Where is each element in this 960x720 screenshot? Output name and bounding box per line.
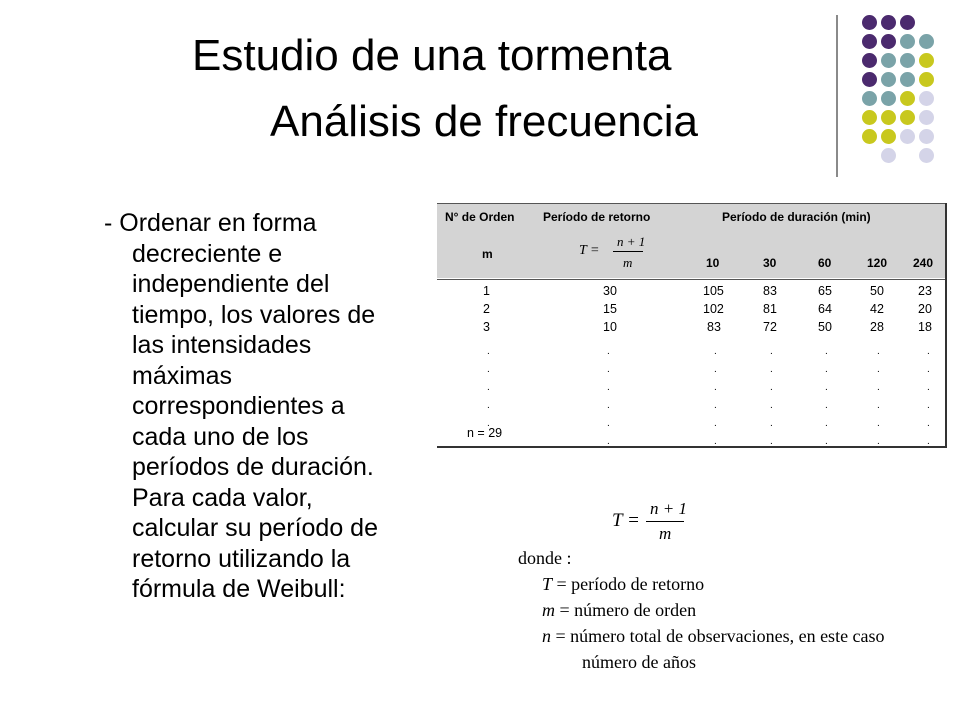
ellipsis-dot: . xyxy=(714,436,717,447)
body-line: - Ordenar en forma xyxy=(104,209,317,237)
ellipsis-dot: . xyxy=(607,346,610,357)
ellipsis-dot: . xyxy=(770,364,773,375)
body-line: cada uno de los xyxy=(132,422,309,451)
decorative-dot xyxy=(919,148,934,163)
ellipsis-dot: . xyxy=(927,364,930,375)
decorative-dot xyxy=(881,148,896,163)
ellipsis-dot: . xyxy=(714,364,717,375)
title-divider xyxy=(836,15,838,177)
duration-header: 60 xyxy=(818,256,832,270)
ellipsis-dot: . xyxy=(607,418,610,429)
table-cell: 20 xyxy=(918,302,932,316)
body-text xyxy=(104,208,474,605)
ellipsis-dot: . xyxy=(487,364,490,375)
slide-title-line-2: Análisis de frecuencia xyxy=(270,97,699,146)
table-formula-lhs: T = xyxy=(579,243,600,258)
definition-item xyxy=(542,571,704,597)
ellipsis-dot: . xyxy=(770,400,773,411)
body-line: períodos de duración. xyxy=(132,453,374,481)
duration-header: 30 xyxy=(763,256,777,270)
decorative-dot xyxy=(862,110,877,125)
decorative-dot xyxy=(900,110,915,125)
ellipsis-dot: . xyxy=(877,364,880,375)
table-last-row-label: n = 29 xyxy=(467,426,503,440)
decorative-dot xyxy=(919,129,934,144)
decorative-dot xyxy=(900,129,915,144)
table-cell: 65 xyxy=(818,284,832,298)
definition-item xyxy=(542,623,885,649)
table-cell: 81 xyxy=(763,302,777,316)
definition-var: n xyxy=(542,626,551,646)
ellipsis-dot: . xyxy=(487,418,490,429)
decorative-dot xyxy=(919,34,934,49)
decorative-dot xyxy=(900,53,915,68)
decorative-dot xyxy=(881,72,896,87)
ellipsis-dot: . xyxy=(877,418,880,429)
ellipsis-dot: . xyxy=(877,382,880,393)
decorative-dot xyxy=(919,53,934,68)
ellipsis-dot: . xyxy=(927,418,930,429)
table-cell: 83 xyxy=(763,284,777,298)
header-orden: N° de Orden xyxy=(445,210,515,224)
formula-denominator: m xyxy=(659,524,672,543)
ellipsis-dot: . xyxy=(714,400,717,411)
ellipsis-dot: . xyxy=(825,436,828,447)
duration-header: 10 xyxy=(706,256,720,270)
ellipsis-dot: . xyxy=(607,382,610,393)
decorative-dot xyxy=(900,15,915,30)
table-cell: 15 xyxy=(603,302,617,316)
body-line: fórmula de Weibull: xyxy=(132,575,346,603)
body-line: las intensidades xyxy=(132,331,312,359)
ellipsis-dot: . xyxy=(927,400,930,411)
decorative-dot xyxy=(862,72,877,87)
formula-numerator: n + 1 xyxy=(650,499,687,518)
body-line: retorno utilizando la xyxy=(132,544,351,573)
definition-var: m xyxy=(542,600,555,620)
decorative-dot xyxy=(919,72,934,87)
ellipsis-dot: . xyxy=(714,346,717,357)
table-cell: 83 xyxy=(707,320,721,334)
ellipsis-dot: . xyxy=(714,382,717,393)
header-duracion: Período de duración (min) xyxy=(722,210,871,224)
definition-text: = período de retorno xyxy=(556,574,705,594)
table-cell: 50 xyxy=(870,284,884,298)
header-retorno: Período de retorno xyxy=(543,210,651,224)
header-m: m xyxy=(482,247,493,261)
definition-continuation: número de años xyxy=(582,652,696,672)
table-cell: 50 xyxy=(818,320,832,334)
table-cell: 2 xyxy=(483,302,490,316)
ellipsis-dot: . xyxy=(770,382,773,393)
decorative-dot xyxy=(900,34,915,49)
definition-text: = número de orden xyxy=(559,600,697,620)
ellipsis-dot: . xyxy=(770,418,773,429)
ellipsis-dot: . xyxy=(927,346,930,357)
decorative-dot xyxy=(881,53,896,68)
ellipsis-dot: . xyxy=(877,346,880,357)
ellipsis-dot: . xyxy=(607,364,610,375)
ellipsis-dot: . xyxy=(877,436,880,447)
decorative-dot xyxy=(881,110,896,125)
table-cell: 64 xyxy=(818,302,832,316)
body-line: tiempo, los valores de xyxy=(132,300,376,329)
decorative-dot xyxy=(919,110,934,125)
ellipsis-dot: . xyxy=(487,382,490,393)
body-line: decreciente e xyxy=(132,239,283,268)
body-line: correspondientes a xyxy=(132,392,345,420)
table-cell: 102 xyxy=(703,302,724,316)
ellipsis-dot: . xyxy=(714,418,717,429)
ellipsis-dot: . xyxy=(825,346,828,357)
duration-header: 120 xyxy=(867,256,888,270)
ellipsis-dot: . xyxy=(825,364,828,375)
body-line: Para cada valor, xyxy=(132,483,313,512)
ellipsis-dot: . xyxy=(487,346,490,357)
table-cell: 10 xyxy=(603,320,617,334)
formula-lhs: T = xyxy=(612,510,640,531)
ellipsis-dot: . xyxy=(607,400,610,411)
table-cell: 28 xyxy=(870,320,884,334)
ellipsis-dot: . xyxy=(770,436,773,447)
decorative-dot xyxy=(862,129,877,144)
body-line: máximas xyxy=(132,361,233,390)
table-formula-denominator: m xyxy=(623,255,633,270)
decorative-dot xyxy=(881,129,896,144)
decorative-dot xyxy=(881,91,896,106)
decorative-dot xyxy=(900,72,915,87)
decorative-dot xyxy=(919,91,934,106)
table-cell: 1 xyxy=(483,284,490,298)
table-cell: 105 xyxy=(703,284,724,298)
definitions-heading: donde : xyxy=(518,548,572,568)
intensity-table xyxy=(437,203,947,448)
ellipsis-dot: . xyxy=(927,436,930,447)
decorative-dot xyxy=(862,91,877,106)
table-cell: 3 xyxy=(483,320,490,334)
duration-header: 240 xyxy=(913,256,934,270)
table-cell: 42 xyxy=(870,302,884,316)
formula-fraction-bar xyxy=(646,521,684,522)
decorative-dot xyxy=(881,15,896,30)
ellipsis-dot: . xyxy=(825,400,828,411)
ellipsis-dot: . xyxy=(825,418,828,429)
ellipsis-dot: . xyxy=(770,346,773,357)
definition-text: = número total de observaciones, en este caso xyxy=(555,626,885,646)
definition-var: T xyxy=(542,574,553,594)
body-line: independiente del xyxy=(132,270,330,298)
decorative-dot xyxy=(900,91,915,106)
decorative-dot xyxy=(862,53,877,68)
table-cell: 30 xyxy=(603,284,617,298)
decorative-dot xyxy=(881,34,896,49)
ellipsis-dot: . xyxy=(825,382,828,393)
table-cell: 72 xyxy=(763,320,777,334)
slide-title-line-1: Estudio de una tormenta xyxy=(192,31,672,80)
table-formula-numerator: n + 1 xyxy=(617,234,646,249)
ellipsis-dot: . xyxy=(927,382,930,393)
ellipsis-dot: . xyxy=(487,400,490,411)
ellipsis-dot: . xyxy=(607,436,610,447)
decorative-dot xyxy=(862,34,877,49)
decorative-dot xyxy=(862,15,877,30)
definition-item xyxy=(542,597,696,623)
table-cell: 18 xyxy=(918,320,932,334)
table-cell: 23 xyxy=(918,284,932,298)
body-line: calcular su período de xyxy=(132,514,378,542)
ellipsis-dot: . xyxy=(877,400,880,411)
